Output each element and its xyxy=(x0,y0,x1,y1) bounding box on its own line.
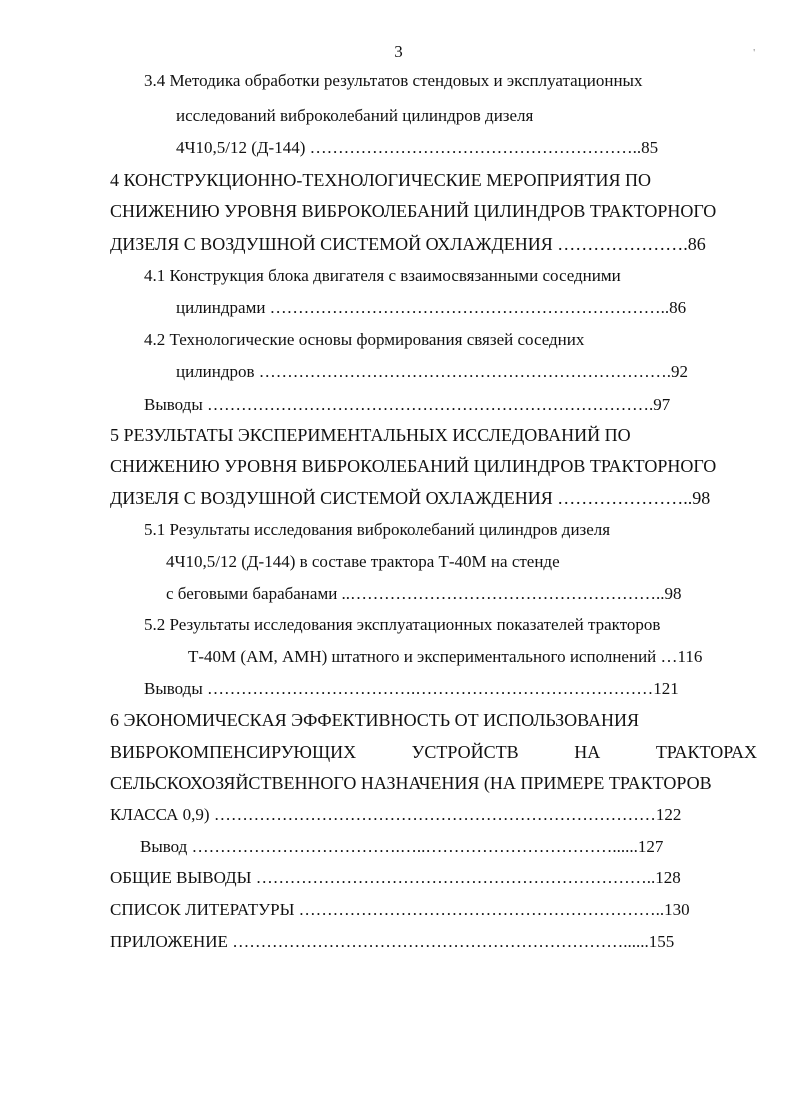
toc-entry-4-1-line1: 4.1 Конструкция блока двигателя с взаимосвязанными соседними xyxy=(144,266,621,285)
toc-entry-5-2-line1: 5.2 Результаты исследования эксплуатационных показателей тракторов xyxy=(144,615,661,634)
toc-chapter-4-line3: ДИЗЕЛЯ С ВОЗДУШНОЙ СИСТЕМОЙ ОХЛАЖДЕНИЯ ………………….86 xyxy=(110,234,706,254)
toc-chapter-6-word1: ВИБРОКОМПЕНСИРУЮЩИХ xyxy=(110,742,357,762)
toc-chapter-5-line2: СНИЖЕНИЮ УРОВНЯ ВИБРОКОЛЕБАНИЙ ЦИЛИНДРОВ ТРАКТОРНОГО xyxy=(110,456,717,476)
toc-chapter-4-line1: 4 КОНСТРУКЦИОННО-ТЕХНОЛОГИЧЕСКИЕ МЕРОПРИЯТИЯ ПО xyxy=(110,170,652,190)
toc-entry-4-2-line1: 4.2 Технологические основы формирования связей соседних xyxy=(144,330,585,349)
toc-chapter-6-line1: 6 ЭКОНОМИЧЕСКАЯ ЭФФЕКТИВНОСТЬ ОТ ИСПОЛЬЗОВАНИЯ xyxy=(110,710,639,730)
toc-entry-4-1-line2: цилиндрами ……………………………………………………………..86 xyxy=(176,298,687,317)
toc-entry-5-1-line2: 4Ч10,5/12 (Д-144) в составе трактора Т-40М на стенде xyxy=(166,552,560,571)
toc-general-conclusions: ОБЩИЕ ВЫВОДЫ ……………………………………………………………..128 xyxy=(110,868,681,887)
toc-entry-3-4-line1: 3.4 Методика обработки результатов стендовых и эксплуатационных xyxy=(144,71,643,90)
scan-mark: ' xyxy=(753,48,755,59)
toc-entry-3-4-line2: исследований виброколебаний цилиндров дизеля xyxy=(176,106,534,125)
toc-appendix: ПРИЛОЖЕНИЕ ……………………………………………………………......155 xyxy=(110,932,675,951)
toc-chapter-5-line3: ДИЗЕЛЯ С ВОЗДУШНОЙ СИСТЕМОЙ ОХЛАЖДЕНИЯ …………………..98 xyxy=(110,488,711,508)
toc-entry-4-2-line2: цилиндров ……………………………………………………………….92 xyxy=(176,362,689,381)
toc-chapter-6-line4: КЛАССА 0,9) ……………………………………………………………………122 xyxy=(110,805,682,824)
toc-entry-5-1-line1: 5.1 Результаты исследования виброколебаний цилиндров дизеля xyxy=(144,520,611,539)
toc-entry-3-4-line3: 4Ч10,5/12 (Д-144) …………………………………………………..85 xyxy=(176,138,659,157)
toc-entry-5-2-line2: Т-40М (АМ, АМН) штатного и экспериментального исполнений …116 xyxy=(188,647,703,666)
toc-chapter-6-line3: СЕЛЬСКОХОЗЯЙСТВЕННОГО НАЗНАЧЕНИЯ (НА ПРИМЕРЕ ТРАКТОРОВ xyxy=(110,773,712,793)
page-number: 3 xyxy=(394,42,403,61)
toc-entry-5-1-line3: с беговыми барабанами ..………………………………………………..98 xyxy=(166,584,682,603)
toc-chapter-6-word2: УСТРОЙСТВ xyxy=(411,742,519,762)
toc-chapter-6-line2 xyxy=(110,741,757,763)
toc-chapter-5-line1: 5 РЕЗУЛЬТАТЫ ЭКСПЕРИМЕНТАЛЬНЫХ ИССЛЕДОВАНИЙ ПО xyxy=(110,425,631,445)
toc-chapter-4-line2: СНИЖЕНИЮ УРОВНЯ ВИБРОКОЛЕБАНИЙ ЦИЛИНДРОВ ТРАКТОРНОГО xyxy=(110,201,717,221)
toc-chapter-6-word4: ТРАКТОРАХ xyxy=(655,742,757,762)
toc-bibliography: СПИСОК ЛИТЕРАТУРЫ ………………………………………………………..130 xyxy=(110,900,690,919)
toc-chapter-6-word3: НА xyxy=(574,742,601,762)
toc-entry-conclusions-4: Выводы …………………………………………………………………….97 xyxy=(144,395,671,414)
toc-entry-conclusion-6: Вывод ……………………………….…..……………………………......127 xyxy=(140,837,664,856)
toc-entry-conclusions-5: Выводы ……………………………….……………………………………121 xyxy=(144,679,679,698)
